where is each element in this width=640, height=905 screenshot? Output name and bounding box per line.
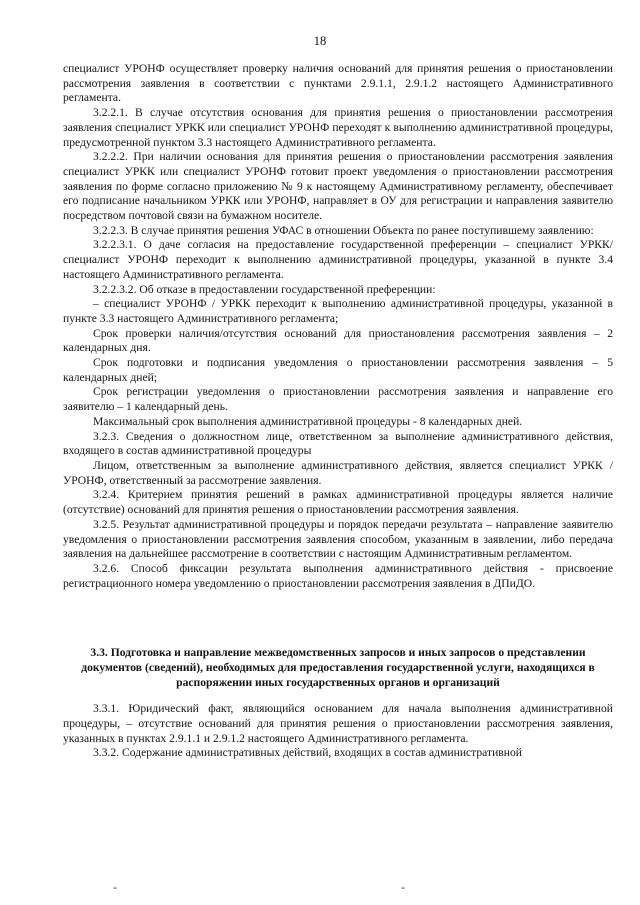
bottom-mark: - [401, 880, 405, 894]
paragraph: 3.3.2. Содержание административных действий, входящих в состав административной [93, 746, 522, 760]
paragraph: Срок подготовки и подписания уведомления о приостановлении рассмотрения заявления – 5 календарных дней; [63, 356, 613, 384]
paragraph: – специалист УРОНФ / УРКК переходит к выполнению административной процедуры, указанной в пункте 3.3 настоящего Административного регламента; [63, 297, 613, 325]
paragraph: 3.2.2.2. При наличии основания для принятия решения о приостановлении рассмотрения заявления специалист УРКК или специалист УРОНФ готовит проект уведомления о приостановлении рассмотрения заявления по форме согласно приложению № 9 к настоящему Административному регламенту, обеспечивает его подписание начальником УРКК или УРОНФ, направляет в ОУ для регистрации и направления заявителю посредством почтовой связи на бумажном носителе. [63, 150, 613, 223]
paragraph: Срок проверки наличия/отсутствия оснований для приостановления рассмотрения заявления – 2 календарных дня. [63, 326, 613, 355]
paragraph: 3.2.6. Способ фиксации результата выполнения административного действия - присвоение регистрационного номера уведомлению о приостановлении рассмотрения заявления в ДПиДО. [63, 561, 613, 590]
paragraph: Максимальный срок выполнения административной процедуры - 8 календарных дней. [93, 414, 523, 428]
page-number: 18 [313, 34, 327, 48]
paragraph: 3.2.2.3.2. Об отказе в предоставлении государственной преференции: [93, 282, 436, 296]
section-heading: 3.3. Подготовка и направление межведомственных запросов и иных запросов о представлении документов (сведений), необходимых для предоставления государственной услуги, находящихся в распоряжении иных государственных органов и организаций [81, 646, 595, 690]
paragraph: 3.2.5. Результат административной процедуры и порядок передачи результата – направление заявителю уведомления о приостановлении рассмотрения заявления способом, указанным в заявлении, либо передача заявления на дальнейшее рассмотрение в соответствии с настоящим Административным регламентом. [63, 517, 613, 561]
paragraph: Срок регистрации уведомления о приостановлении рассмотрения заявления и направление его заявителю – 1 календарный день. [63, 385, 613, 414]
paragraph: 3.3.1. Юридический факт, являющийся основанием для начала выполнения административной процедуры, – отсутствие оснований для принятия решения о приостановлении рассмотрения заявления, указанных в пунктах 2.9.1.1 и 2.9.1.2 настоящего Административного регламента. [63, 702, 613, 745]
document-body [63, 62, 613, 761]
paragraph: Лицом, ответственным за выполнение административного действия, является специалист УРКК / УРОНФ, ответственный за рассмотрение заявления. [63, 458, 613, 487]
bottom-mark: - [113, 880, 117, 894]
paragraph: 3.2.2.3. В случае принятия решения УФАС в отношении Объекта по ранее поступившему заявлению: [93, 223, 594, 237]
paragraph: специалист УРОНФ осуществляет проверку наличия оснований для принятия решения о приостановлении рассмотрения заявления в соответствии с пунктами 2.9.1.1, 2.9.1.2 настоящего Административного регламента. [63, 62, 613, 105]
paragraph: 3.2.2.1. В случае отсутствия основания для принятия решения о приостановлении рассмотрения заявления специалист УРКК или специалист УРОНФ переходят к выполнению административной процедуры, предусмотренной пунктом 3.3 настоящего Административного регламента. [63, 106, 613, 149]
paragraph: 3.2.2.3.1. О даче согласия на предоставление государственной преференции – специалист УРКК/специалист УРОНФ переходит к выполнению административной процедуры, указанной в пункте 3.4 настоящего Административного регламента. [63, 238, 613, 281]
paragraph: 3.2.3. Сведения о должностном лице, ответственном за выполнение административного действия, входящего в состав административной процедуры [63, 429, 613, 458]
paragraph: 3.2.4. Критерием принятия решений в рамках административной процедуры является наличие (отсутствие) оснований для принятия решения о приостановлении рассмотрения заявления. [63, 488, 613, 517]
